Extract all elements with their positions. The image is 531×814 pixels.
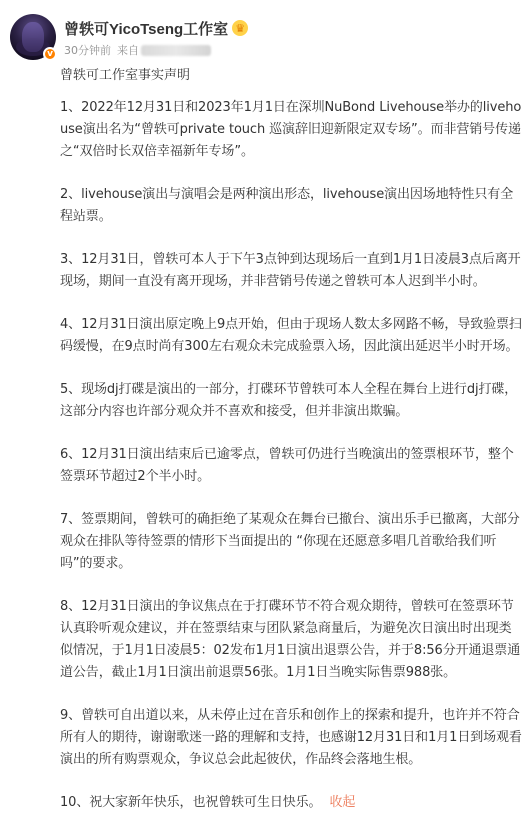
post-time[interactable]: 30分钟前 — [64, 44, 111, 57]
author-row — [64, 18, 248, 38]
paragraph-5: 5、现场dj打碟是演出的一部分，打碟环节曾轶可本人全程在舞台上进行dj打碟，这部分内容也许部分观众并不喜欢和接受，但并非演出欺骗。 — [60, 382, 518, 419]
post-header — [10, 14, 521, 64]
paragraph-10-text: 10、祝大家新年快乐，也祝曾轶可生日快乐。 — [60, 795, 322, 810]
post-title: 曾轶可工作室事实声明 — [60, 68, 191, 83]
source-prefix: 来自 — [117, 44, 139, 57]
paragraph-8: 8、12月31日演出的争议焦点在于打碟环节不符合观众期待，曾轶可在签票环节认真聆听观众建议，并在签票结束与团队紧急商量后，为避免次日演出时出现类似情况，于1月1日凌晨5：02发布1月1日演出退票公告，并于8:56分开通退票通道公告，截止1月1日演出前退票56张。1月1日当晚实际售票988张。 — [60, 599, 521, 680]
paragraph-2: 2、livehouse演出与演唱会是两种演出形态，livehouse演出因场地特性只有全程站票。 — [60, 187, 514, 224]
paragraph-3: 3、12月31日，曾轶可本人于下午3点钟到达现场后一直到1月1日凌晨3点后离开现场，期间一直没有离开现场，并非营销号传递之曾轶可本人迟到半小时。 — [60, 252, 521, 289]
paragraph-1: 1、2022年12月31日和2023年1月1日在深圳NuBond Livehouse举办的livehouse演出名为“曾轶可private touch 巡演辞旧迎新限定双专场”。而非营销号传递之“双倍时长双倍幸福新年专场”。 — [60, 100, 522, 159]
paragraph-7: 7、签票期间，曾轶可的确拒绝了某观众在舞台已撤台、演出乐手已撤离，大部分观众在排队等待签票的情形下当面提出的 “你现在还愿意多唱几首歌给我们听吗”的要求。 — [60, 512, 520, 571]
paragraph-6: 6、12月31日演出结束后已逾零点，曾轶可仍进行当晚演出的签票根环节，整个签票环节超过2个半小时。 — [60, 447, 514, 484]
paragraph-4: 4、12月31日演出原定晚上9点开始，但由于现场人数太多网路不畅，导致验票扫码缓慢，在9点时尚有300左右观众未完成验票入场，因此演出延迟半小时开场。 — [60, 317, 522, 354]
collapse-link[interactable]: 收起 — [329, 795, 356, 810]
post-body — [60, 97, 523, 814]
verified-v-badge-icon: v — [43, 47, 57, 61]
author-name[interactable]: 曾轶可YicoTseng工作室 — [64, 20, 229, 38]
source-device-redacted — [141, 45, 211, 56]
paragraph-10 — [60, 792, 523, 814]
paragraph-9: 9、曾轶可自出道以来，从未停止过在音乐和创作上的探索和提升，也许并不符合所有人的期待，谢谢歌迷一路的理解和支持，也感谢12月31日和1月1日到场观看演出的所有购票观众，争议总会此起彼伏，作品终会落地生根。 — [60, 708, 522, 767]
post-meta — [64, 42, 211, 58]
member-crown-icon[interactable]: ♛ — [232, 20, 248, 36]
